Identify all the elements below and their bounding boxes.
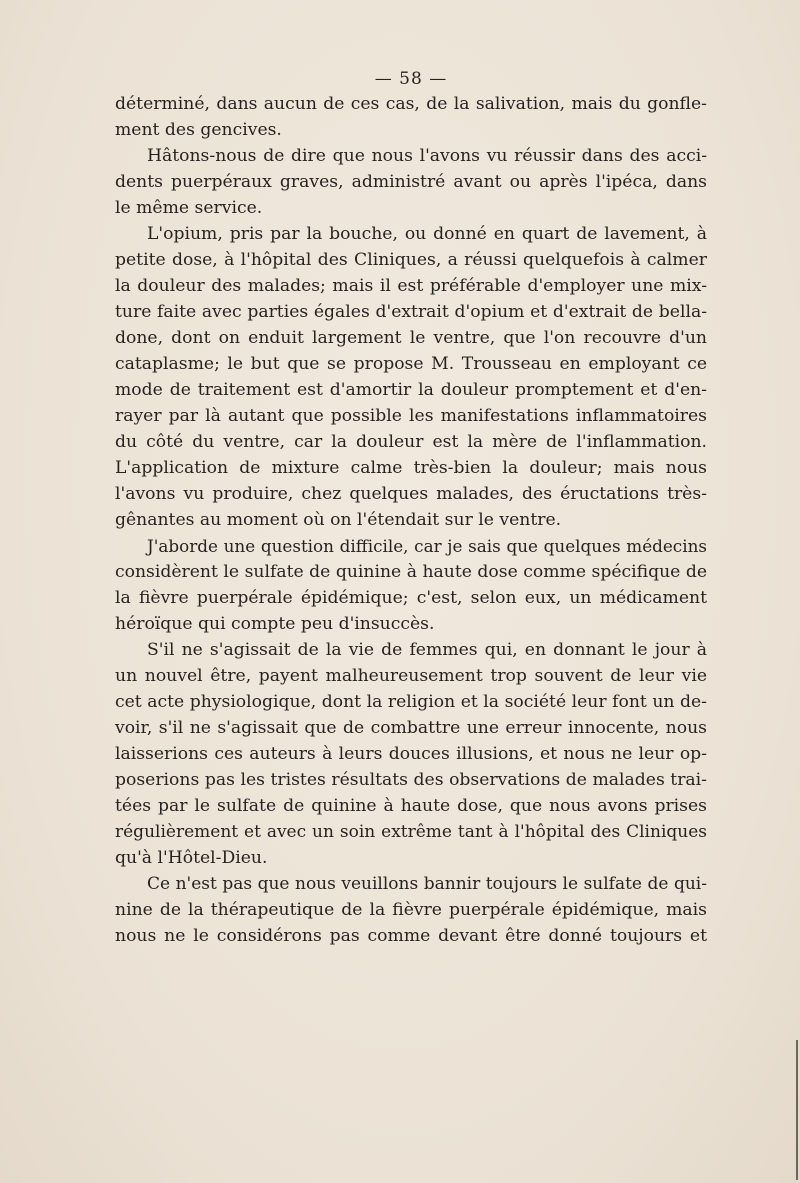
text-line: nous ne le considérons pas comme devant être donné toujours et: [115, 926, 707, 946]
page-number: — 58 —: [374, 69, 448, 89]
text-line: J'aborde une question difficile, car je sais que quelques médecins: [147, 536, 707, 556]
text-line: petite dose, à l'hôpital des Cliniques, a réussi quelquefois à calmer: [115, 250, 707, 270]
text-line: régulièrement et avec un soin extrême tant à l'hôpital des Cliniques: [115, 822, 707, 842]
text-line: Hâtons-nous de dire que nous l'avons vu réussir dans des acci-: [147, 146, 707, 166]
text-line: dents puerpéraux graves, administré avant ou après l'ipéca, dans: [115, 172, 707, 192]
text-line: gênantes au moment où on l'étendait sur le ventre.: [115, 510, 562, 530]
text-line: L'application de mixture calme très-bien la douleur; mais nous: [115, 458, 707, 478]
text-line: L'opium, pris par la bouche, ou donné en quart de lavement, à: [147, 224, 707, 244]
page-edge-shadow: [796, 1040, 798, 1180]
text-line: mode de traitement est d'amortir la douleur promptement et d'en-: [115, 380, 707, 400]
text-line: l'avons vu produire, chez quelques malades, des éructations très-: [115, 484, 707, 504]
text-line: ture faite avec parties égales d'extrait d'opium et d'extrait de bella-: [115, 302, 707, 322]
text-line: ment des gencives.: [115, 120, 282, 140]
text-line: qu'à l'Hôtel-Dieu.: [115, 848, 268, 868]
text-line: done, dont on enduit largement le ventre, que l'on recouvre d'un: [115, 328, 707, 348]
text-line: le même service.: [115, 198, 263, 218]
text-line: voir, s'il ne s'agissait que de combattre une erreur innocente, nous: [115, 718, 707, 738]
text-line: cataplasme; le but que se propose M. Trousseau en employant ce: [115, 354, 707, 374]
text-line: rayer par là autant que possible les manifestations inflammatoires: [115, 406, 707, 426]
text-line: considèrent le sulfate de quinine à haute dose comme spécifique de: [115, 562, 707, 582]
text-line: du côté du ventre, car la douleur est la mère de l'inflammation.: [115, 432, 707, 452]
text-line: un nouvel être, payent malheureusement trop souvent de leur vie: [115, 666, 707, 686]
text-line: poserions pas les tristes résultats des observations de malades trai-: [115, 770, 707, 790]
text-line: nine de la thérapeutique de la fièvre puerpérale épidémique, mais: [115, 900, 707, 920]
text-line: S'il ne s'agissait de la vie de femmes qui, en donnant le jour à: [147, 640, 707, 660]
text-line: la douleur des malades; mais il est préférable d'employer une mix-: [115, 276, 707, 296]
text-line: cet acte physiologique, dont la religion et la société leur font un de-: [115, 692, 707, 712]
text-line: Ce n'est pas que nous veuillons bannir toujours le sulfate de qui-: [147, 874, 707, 894]
text-line: la fièvre puerpérale épidémique; c'est, selon eux, un médicament: [115, 588, 707, 608]
text-line: laisserions ces auteurs à leurs douces illusions, et nous ne leur op-: [115, 744, 707, 764]
text-line: tées par le sulfate de quinine à haute dose, que nous avons prises: [115, 796, 707, 816]
text-line: héroïque qui compte peu d'insuccès.: [115, 614, 435, 634]
text-line: déterminé, dans aucun de ces cas, de la salivation, mais du gonfle-: [115, 94, 707, 114]
